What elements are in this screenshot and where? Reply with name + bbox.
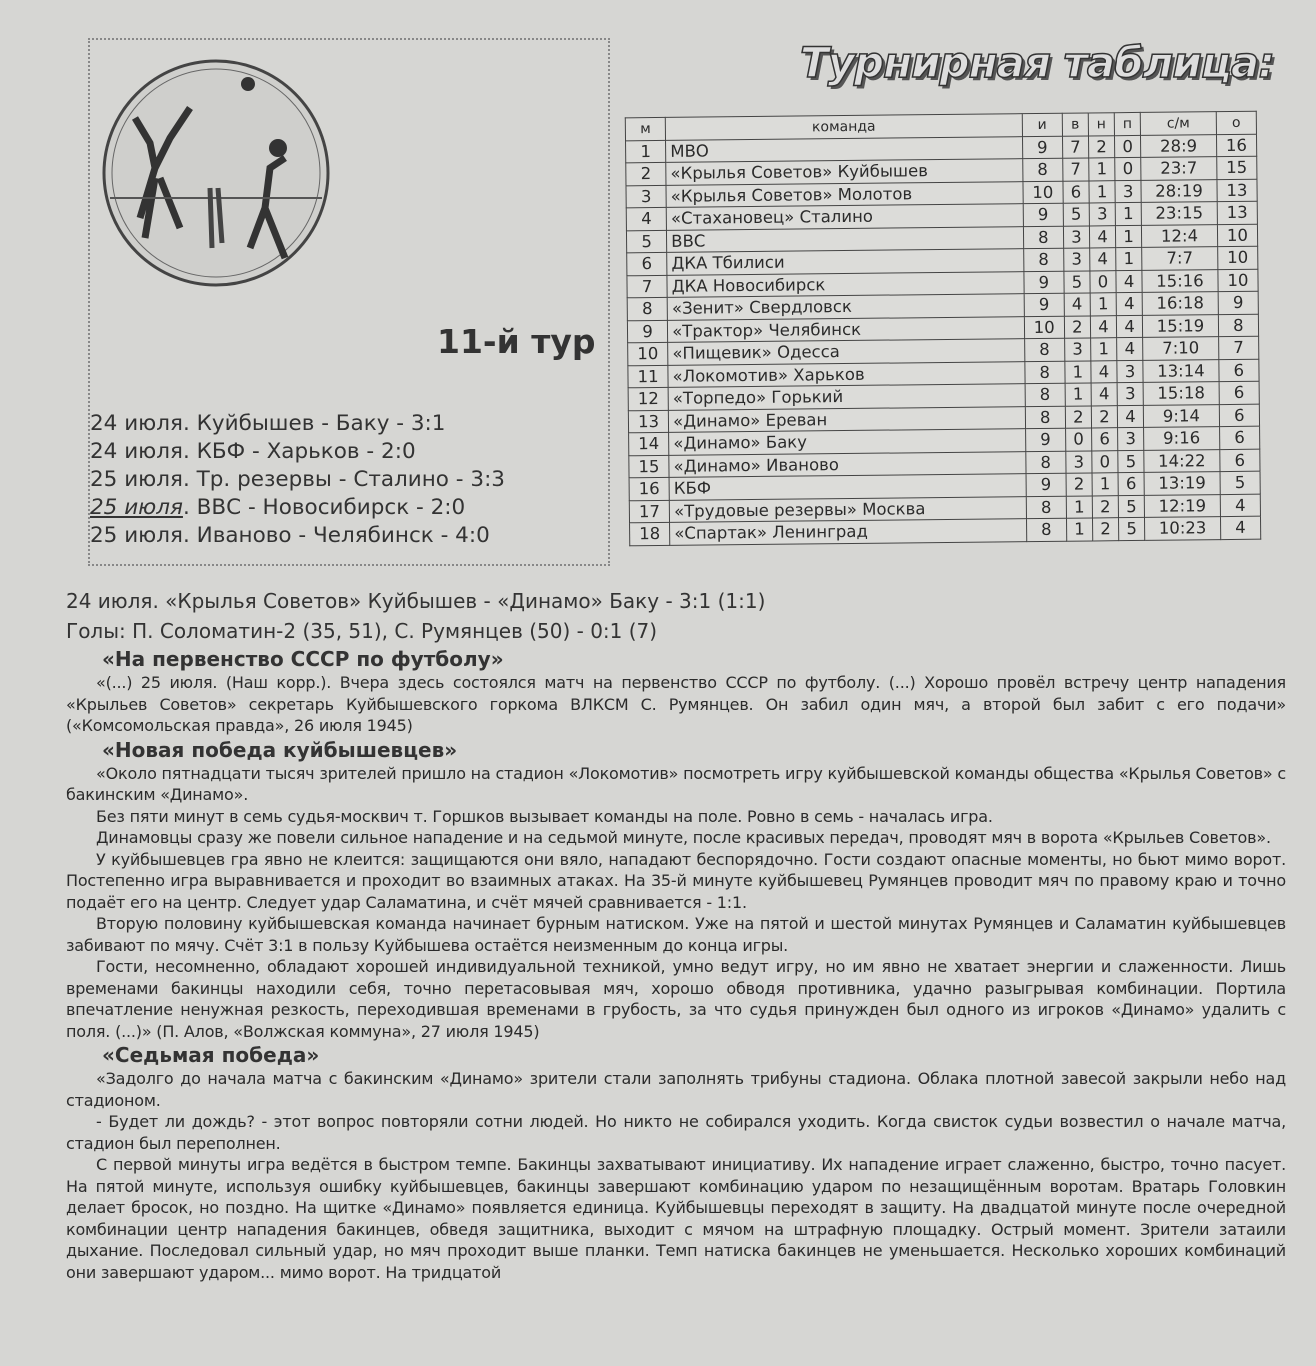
table-cell: 7 [627, 275, 667, 298]
table-cell: 2 [1092, 495, 1118, 518]
table-cell: 3 [1089, 203, 1115, 226]
table-cell: 8 [1025, 451, 1065, 474]
column-header: н [1088, 113, 1114, 136]
column-header: о [1216, 111, 1256, 134]
table-cell: 4 [1091, 383, 1117, 406]
table-cell: 5 [1220, 471, 1260, 494]
column-header: с/м [1140, 112, 1216, 135]
table-cell: 11 [628, 365, 668, 388]
table-cell: 28:19 [1141, 179, 1217, 202]
team-cell: «Крылья Советов» Молотов [666, 181, 1023, 207]
table-cell: 3 [1115, 180, 1141, 203]
table-cell: 1 [1090, 293, 1116, 316]
article [66, 586, 1286, 1283]
column-header: и [1022, 113, 1062, 136]
table-cell: 16 [629, 477, 669, 500]
table-cell: 9:16 [1144, 427, 1220, 450]
team-cell: КБФ [669, 474, 1026, 500]
table-cell: 13 [628, 410, 668, 433]
table-cell: 3 [1117, 360, 1143, 383]
table-cell: 8 [1025, 361, 1065, 384]
table-cell: 12:4 [1142, 224, 1218, 247]
table-cell: 10 [1217, 224, 1257, 247]
table-cell: 1 [1115, 225, 1141, 248]
table-cell: 10 [628, 342, 668, 365]
table-cell: 7:7 [1142, 247, 1218, 270]
paragraph: «Около пятнадцати тысяч зрителей пришло на стадион «Локомотив» посмотреть игру куйбышевской команды общества «Крылья Советов» с бакинским «Динамо». [66, 763, 1286, 804]
table-cell: 10 [1218, 269, 1258, 292]
table-cell: 12 [628, 387, 668, 410]
result-line: 25 июля. ВВС - Новосибирск - 2:0 [90, 495, 466, 520]
table-cell: 3 [1066, 450, 1092, 473]
paragraph: Гости, несомненно, обладают хорошей индивидуальной техникой, умно ведут игру, но им явно не хватает энергии и слаженности. Лишь временами бакинцы находили себя, точно перетасовывая мяч, хорошо обводя противника, удачно разыгрывая комбинации. Портила впечатление ненужная резкость, переходившая временами в грубость, за что судья принужден был одного из игроков «Динамо» удалить с поля. (...)» (П. Алов, «Волжская коммуна», 27 июля 1945) [66, 957, 1286, 1041]
table-cell: 3 [1064, 338, 1090, 361]
table-cell: 6 [1219, 381, 1259, 404]
table-cell: 1 [1089, 180, 1115, 203]
table-cell: 13 [1217, 201, 1257, 224]
table-cell: 13:19 [1144, 472, 1220, 495]
result-line: 24 июля. Куйбышев - Баку - 3:1 [90, 411, 446, 436]
table-cell: 1 [1065, 360, 1091, 383]
column-header: команда [665, 114, 1022, 140]
team-cell: «Стахановец» Сталино [666, 204, 1023, 230]
table-cell: 3 [1117, 382, 1143, 405]
table-cell: 1 [1089, 158, 1115, 181]
result-line: 25 июля. Тр. резервы - Сталино - 3:3 [90, 467, 505, 492]
standings-table [625, 111, 1261, 546]
table-cell: 4 [1117, 337, 1143, 360]
table-cell: 9 [1024, 293, 1064, 316]
table-cell: 8 [627, 297, 667, 320]
table-cell: 5 [1064, 270, 1090, 293]
paragraph: Динамовцы сразу же повели сильное нападение и на седьмой минуте, после красивых передач, проводят мяч в ворота «Крыльев Советов». [96, 828, 1271, 847]
table-cell: 2 [1091, 405, 1117, 428]
team-cell: ДКА Тбилиси [667, 249, 1024, 275]
table-cell: 0 [1065, 428, 1091, 451]
table-cell: 4 [1117, 405, 1143, 428]
column-header: п [1114, 112, 1140, 135]
table-cell: 7 [1062, 135, 1088, 158]
table-cell: 14:22 [1144, 449, 1220, 472]
table-cell: 9 [1024, 271, 1064, 294]
table-cell: 8 [1023, 248, 1063, 271]
table-cell: 3 [1063, 248, 1089, 271]
table-cell: 2 [1065, 405, 1091, 428]
table-cell: 0 [1115, 157, 1141, 180]
table-cell: 2 [1066, 473, 1092, 496]
table-cell: 1 [1091, 338, 1117, 361]
table-cell: 4 [1091, 360, 1117, 383]
table-cell: 8 [1025, 406, 1065, 429]
table-cell: 9:14 [1143, 404, 1219, 427]
team-cell: «Динамо» Иваново [669, 451, 1026, 477]
table-cell: 7 [1218, 336, 1258, 359]
team-cell: «Трудовые резервы» Москва [669, 496, 1026, 522]
paragraph: «Задолго до начала матча с бакинским «Динамо» зрители стали заполнять трибуны стадиона. Облака плотной завесой закрыли небо над стадионом. [66, 1069, 1286, 1110]
table-cell: 8 [1026, 518, 1066, 541]
table-cell: 5 [1119, 517, 1145, 540]
table-cell: 6 [1219, 404, 1259, 427]
team-cell: «Пищевик» Одесса [668, 339, 1025, 365]
table-cell: 1 [1066, 495, 1092, 518]
table-cell: 6 [1091, 428, 1117, 451]
table-cell: 4 [1116, 315, 1142, 338]
table-cell: 9 [1025, 428, 1065, 451]
table-cell: 8 [1022, 158, 1062, 181]
table-cell: 28:9 [1141, 134, 1217, 157]
goals-line: Голы: П. Соломатин-2 (35, 51), С. Румянцев (50) - 0:1 (7) [66, 619, 658, 643]
table-cell: 7:10 [1143, 337, 1219, 360]
table-cell: 17 [629, 500, 669, 523]
table-cell: 3 [1118, 427, 1144, 450]
table-cell: 5 [1118, 495, 1144, 518]
team-cell: «Торпедо» Горький [668, 384, 1025, 410]
table-cell: 8 [1218, 314, 1258, 337]
table-cell: 15 [629, 455, 669, 478]
table-cell: 15 [1217, 156, 1257, 179]
table-cell: 10 [1024, 316, 1064, 339]
table-cell: 15:16 [1142, 269, 1218, 292]
result-line: 25 июля. Иваново - Челябинск - 4:0 [90, 523, 490, 548]
table-cell: 4 [1090, 248, 1116, 271]
table-cell: 1 [626, 140, 666, 163]
table-title: Турнирная таблица: [800, 38, 1275, 87]
table-cell: 4 [1089, 225, 1115, 248]
table-cell: 3 [626, 185, 666, 208]
paragraph: «(...) 25 июля. (Наш корр.). Вчера здесь состоялся матч на первенство СССР по футболу. (...) Хорошо провёл встречу центр нападения «Крыльев Советов» секретарь Куйбышевского горкома ВЛКСМ С. Румянцев. Он забил один мяч, а второй был забит с его подачи» («Комсомольская правда», 26 июля 1945) [66, 673, 1286, 735]
column-header: в [1062, 113, 1088, 136]
table-cell: 15:18 [1143, 382, 1219, 405]
table-cell: 14 [629, 432, 669, 455]
table-cell: 9 [1023, 203, 1063, 226]
table-cell: 5 [626, 230, 666, 253]
table-cell: 13 [1217, 179, 1257, 202]
table-cell: 1 [1092, 473, 1118, 496]
team-cell: ДКА Новосибирск [667, 271, 1024, 297]
table-cell: 4 [1090, 315, 1116, 338]
table-cell: 7 [1063, 158, 1089, 181]
section-heading: «Седьмая победа» [102, 1043, 320, 1067]
team-cell: «Трактор» Челябинск [668, 316, 1025, 342]
table-cell: 10:23 [1145, 517, 1221, 540]
team-cell: «Динамо» Ереван [668, 406, 1025, 432]
table-cell: 2 [1092, 518, 1118, 541]
table-cell: 16 [1216, 134, 1256, 157]
paragraph: - Будет ли дождь? - этот вопрос повторяли сотни людей. Но никто не собирался уходить. Когда свисток судьи возвестил о начале матча, стадион был переполнен. [66, 1112, 1286, 1153]
team-cell: «Локомотив» Харьков [668, 361, 1025, 387]
table-cell: 0 [1090, 270, 1116, 293]
table-cell: 4 [1220, 516, 1260, 539]
table-cell: 4 [1116, 270, 1142, 293]
table-cell: 9 [1022, 136, 1062, 159]
table-cell: 1 [1115, 202, 1141, 225]
team-cell: МВО [666, 136, 1023, 162]
team-cell: «Крылья Советов» Куйбышев [666, 159, 1023, 185]
table-cell: 6 [1063, 180, 1089, 203]
table-cell: 0 [1092, 450, 1118, 473]
paragraph: Без пяти минут в семь судья-москвич т. Горшков вызывает команды на поле. Ровно в семь - началась игра. [96, 806, 993, 826]
table-cell: 2 [1064, 315, 1090, 338]
table-cell: 0 [1115, 135, 1141, 158]
table-cell: 2 [626, 162, 666, 185]
team-cell: ВВС [667, 226, 1024, 252]
section-heading: «Новая победа куйбышевцев» [102, 737, 458, 762]
table-cell: 5 [1118, 450, 1144, 473]
paragraph: С первой минуты игра ведётся в быстром темпе. Бакинцы захватывают инициативу. Их нападение играет слаженно, быстро, точно пасует. На пятой минуте, используя ошибку куйбышевцев, бакинцы завершают комбинацию ударом по незащищённым воротам. Вратарь Головкин делает бросок, но поздно. На щитке «Динамо» появляется единица. Куйбышевцы переходят в защиту. На двадцатой минуте после очередной комбинации центр нападения бакинцев, обведя защитника, выходит с мячом на штрафную площадку. Острый момент. Зрители затаили дыхание. Последовал сильный удар, но мяч проходит выше планки. Темп натиска бакинцев не уменьшается. Несколько хороших комбинаций они завершают ударом... мимо ворот. На тридцатой [66, 1155, 1286, 1282]
round-title: 11-й тур [437, 322, 596, 361]
team-cell: «Зенит» Свердловск [667, 294, 1024, 320]
table-cell: 6 [1219, 426, 1259, 449]
table-cell: 4 [1064, 293, 1090, 316]
table-cell: 1 [1116, 247, 1142, 270]
table-cell: 10 [1217, 246, 1257, 269]
table-cell: 18 [630, 522, 670, 545]
table-cell: 23:15 [1141, 202, 1217, 225]
table-cell: 4 [626, 207, 666, 230]
team-cell: «Спартак» Ленинград [670, 519, 1027, 545]
table-cell: 10 [1023, 181, 1063, 204]
result-line: 24 июля. КБФ - Харьков - 2:0 [90, 439, 416, 464]
table-cell: 6 [627, 252, 667, 275]
table-cell: 13:14 [1143, 359, 1219, 382]
table-cell: 9 [1026, 473, 1066, 496]
table-cell: 6 [1219, 359, 1259, 382]
match-line: 24 июля. «Крылья Советов» Куйбышев - «Динамо» Баку - 3:1 (1:1) [66, 589, 766, 613]
table-cell: 5 [1063, 203, 1089, 226]
table-cell: 6 [1118, 472, 1144, 495]
table-cell: 12:19 [1144, 494, 1220, 517]
table-cell: 15:19 [1142, 314, 1218, 337]
football-illustration [100, 48, 332, 298]
table-cell: 4 [1220, 494, 1260, 517]
table-cell: 3 [1063, 225, 1089, 248]
table-cell: 8 [1023, 226, 1063, 249]
match-results [90, 410, 505, 550]
table-cell: 23:7 [1141, 157, 1217, 180]
section-heading: «На первенство СССР по футболу» [102, 647, 504, 671]
column-header: м [625, 117, 665, 140]
paragraph: У куйбышевцев гра явно не клеится: защищаются они вяло, нападают беспорядочно. Гости создают опасные моменты, но бьют мимо ворот. Постепенно игра выравнивается и проходит во взаимных атаках. На 35-й минуте куйбышевец Румянцев проводит мяч по правому краю и точно подаёт его на центр. Следует удар Саламатина, и счёт мячей сравнивается - 1:1. [66, 849, 1286, 912]
team-cell: «Динамо» Баку [669, 429, 1026, 455]
table-cell: 1 [1066, 518, 1092, 541]
table-cell: 9 [1218, 291, 1258, 314]
table-cell: 16:18 [1142, 292, 1218, 315]
table-cell: 8 [1025, 383, 1065, 406]
table-cell: 1 [1065, 383, 1091, 406]
table-cell: 8 [1024, 338, 1064, 361]
table-cell: 8 [1026, 496, 1066, 519]
table-cell: 9 [627, 320, 667, 343]
table-cell: 4 [1116, 292, 1142, 315]
table-cell: 2 [1088, 135, 1114, 158]
table-cell: 6 [1220, 449, 1260, 472]
paragraph: Вторую половину куйбышевская команда начинает бурным натиском. Уже на пятой и шестой минутах Румянцев и Саламатин куйбышевцев забивают по мячу. Счёт 3:1 в пользу Куйбышева остаётся неизменным до конца игры. [66, 914, 1286, 955]
